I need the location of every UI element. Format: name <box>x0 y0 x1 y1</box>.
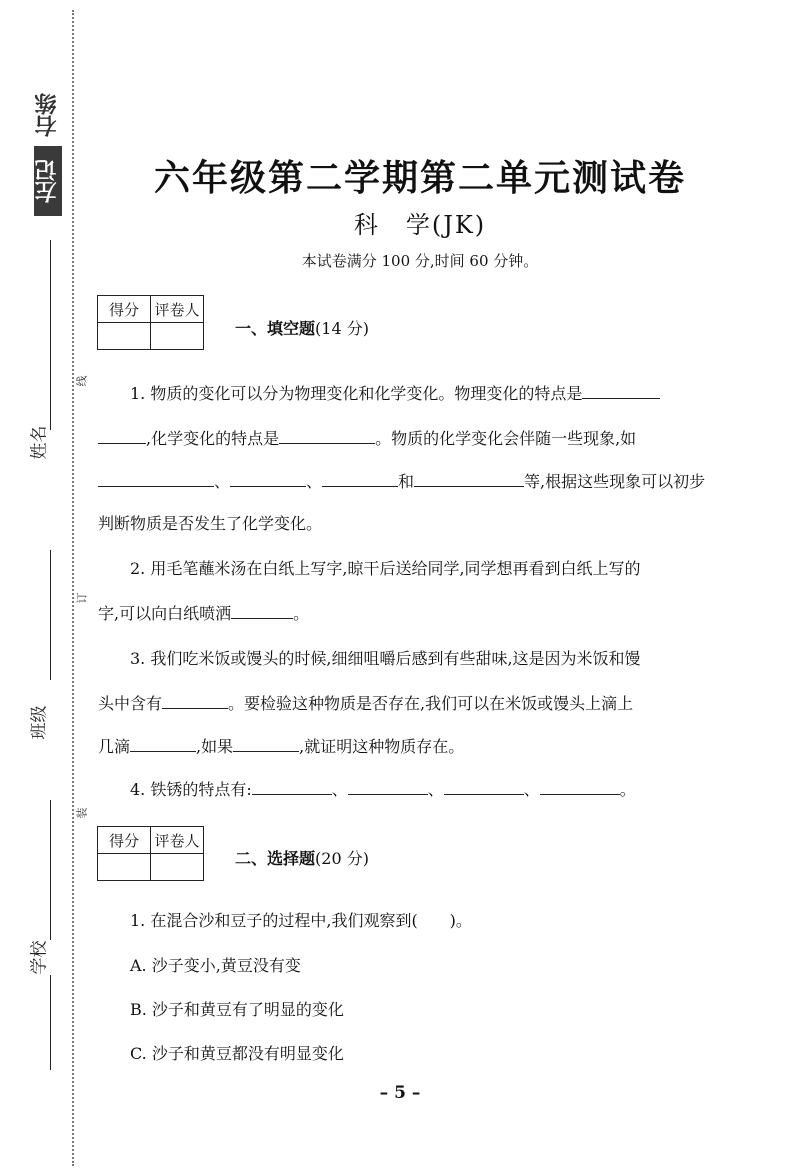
q1-text-b: ,化学变化的特点是 <box>146 429 280 448</box>
q3-blank-2[interactable] <box>130 735 196 752</box>
q1-blank-2[interactable] <box>279 427 375 444</box>
q4-line-1 <box>98 778 740 801</box>
school-write-line <box>50 800 51 940</box>
q1-line-3 <box>98 470 740 493</box>
q1-blank-4[interactable] <box>230 470 306 487</box>
section-1-points: (14 分) <box>315 319 369 338</box>
score-box-1 <box>97 295 204 350</box>
class-label: 班级 <box>29 705 50 740</box>
s2-q1-option-a[interactable]: A. 沙子变小,黄豆没有变 <box>130 956 301 975</box>
q1-line-1 <box>98 382 740 405</box>
q3-blank-3[interactable] <box>233 735 299 752</box>
section-2-title <box>235 846 369 869</box>
q1-line-4: 判断物质是否发生了化学变化。 <box>98 514 323 533</box>
q1-text-d: 等,根据这些现象可以初步 <box>524 472 706 491</box>
page-number: – 5 – <box>379 1083 421 1103</box>
subject-title: 科 学(JK) <box>353 211 487 239</box>
q1-sep-1: 、 <box>214 472 231 491</box>
q2-line-1: 2. 用毛笔蘸米汤在白纸上写字,晾干后送给同学,同学想再看到白纸上写的 <box>130 559 641 578</box>
q1-blank-6[interactable] <box>414 470 524 487</box>
q4-end: 。 <box>619 780 636 799</box>
name-label: 姓名 <box>29 425 50 460</box>
class-write-line <box>50 550 51 680</box>
q3-text-e: ,如果 <box>196 737 234 756</box>
q3-text-d: 几滴 <box>98 737 131 756</box>
q4-blank-2[interactable] <box>348 778 428 795</box>
binding-dotted-line <box>72 10 74 1166</box>
q3-blank-1[interactable] <box>162 692 228 709</box>
grader-cell[interactable] <box>151 854 204 881</box>
s2-q1-stem: 1. 在混合沙和豆子的过程中,我们观察到( )。 <box>130 911 472 930</box>
q1-blank-1[interactable] <box>582 382 660 399</box>
score-box-2 <box>97 826 204 881</box>
section-2-points: (20 分) <box>315 849 369 868</box>
grader-header: 评卷人 <box>151 296 204 323</box>
page-title: 六年级第二学期第二单元测试卷 <box>153 157 686 199</box>
q1-sep-2: 、 <box>306 472 323 491</box>
q4-sep-2: 、 <box>427 780 444 799</box>
q3-line-1: 3. 我们吃米饭或馒头的时候,细细咀嚼后感到有些甜味,这是因为米饭和馒 <box>130 649 641 668</box>
school-label: 学校 <box>29 940 50 975</box>
score-header: 得分 <box>98 296 151 323</box>
q1-text-c: 。物质的化学变化会伴随一些现象,如 <box>375 429 637 448</box>
q4-sep-3: 、 <box>523 780 540 799</box>
grader-header: 评卷人 <box>151 827 204 854</box>
q2-text-b: 字,可以向白纸喷洒 <box>98 604 232 623</box>
section-2-name: 二、选择题 <box>235 849 316 868</box>
bind-char-line: 线 <box>75 375 89 387</box>
q1-text-a: 1. 物质的变化可以分为物理变化和化学变化。物理变化的特点是 <box>130 384 583 403</box>
q3-text-b: 头中含有 <box>98 694 163 713</box>
q3-text-c: 。要检验这种物质是否存在,我们可以在米饭或馒头上滴上 <box>228 694 634 713</box>
q3-text-f: ,就证明这种物质存在。 <box>299 737 465 756</box>
q2-line-2 <box>98 602 740 625</box>
q3-line-3 <box>98 735 740 758</box>
bind-char-bind: 装 <box>75 807 89 819</box>
q2-blank-1[interactable] <box>231 602 293 619</box>
q1-and: 和 <box>398 472 415 491</box>
brand-part-2: 右练 <box>35 93 60 137</box>
q4-blank-1[interactable] <box>252 778 332 795</box>
q1-blank-5[interactable] <box>322 470 398 487</box>
q4-text-a: 4. 铁锈的特点有: <box>130 780 252 799</box>
q4-sep-1: 、 <box>331 780 348 799</box>
score-cell[interactable] <box>98 854 151 881</box>
q4-blank-3[interactable] <box>444 778 524 795</box>
section-1-name: 一、填空题 <box>235 319 316 338</box>
s2-q1-option-b[interactable]: B. 沙子和黄豆有了明显的变化 <box>130 1000 344 1019</box>
q1-line-2 <box>98 427 740 450</box>
q4-blank-4[interactable] <box>540 778 620 795</box>
q2-text-c: 。 <box>293 604 310 623</box>
grader-cell[interactable] <box>151 323 204 350</box>
name-write-line <box>50 240 51 430</box>
score-header: 得分 <box>98 827 151 854</box>
bind-char-staple: 订 <box>75 592 89 604</box>
section-1-title <box>235 316 369 339</box>
school-write-line-lower <box>50 975 51 1070</box>
q3-line-2 <box>98 692 740 715</box>
s2-q1-option-c[interactable]: C. 沙子和黄豆都没有明显变化 <box>130 1044 344 1063</box>
q1-blank-1-cont[interactable] <box>98 427 146 444</box>
brand-logo <box>30 86 70 216</box>
score-cell[interactable] <box>98 323 151 350</box>
exam-note: 本试卷满分 100 分,时间 60 分钟。 <box>301 252 539 270</box>
brand-part-1: 左记 <box>34 146 62 216</box>
q1-blank-3[interactable] <box>98 470 214 487</box>
